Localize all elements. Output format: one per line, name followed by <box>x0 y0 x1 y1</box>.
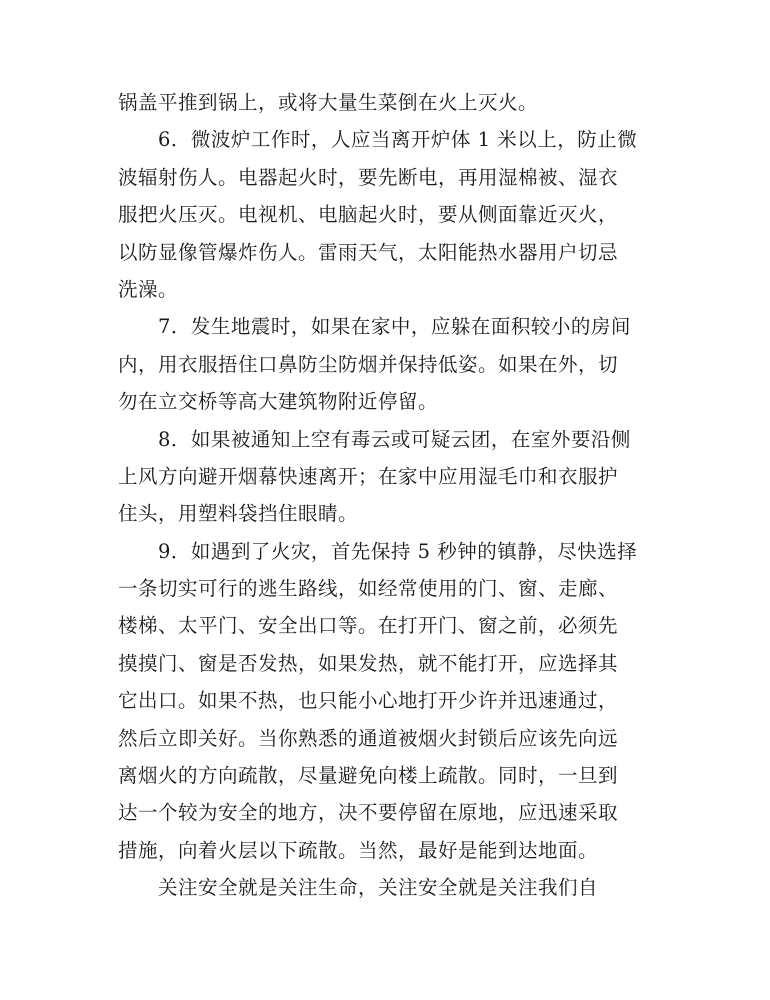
text-line: 关注安全就是关注生命，关注安全就是关注我们自 <box>158 876 599 900</box>
text-line: 锅盖平推到锅上，或将大量生菜倒在火上灭火。 <box>118 91 539 114</box>
text-line: 一条切实可行的逃生路线，如经常使用的门、窗、走廊、 <box>118 577 619 601</box>
text-line: 洗澡。 <box>118 277 179 301</box>
document-body <box>118 84 658 907</box>
text-line: 波辐射伤人。电器起火时，要先断电，再用湿棉被、湿衣 <box>118 165 619 189</box>
text-line: 摸摸门、窗是否发热，如果发热，就不能打开，应选择其 <box>118 651 619 675</box>
text-line: 勿在立交桥等高大建筑物附近停留。 <box>118 390 439 414</box>
text-line: 9．如遇到了火灾，首先保持 5 秒钟的镇静，尽快选择 <box>158 539 638 563</box>
text-line: 然后立即关好。当你熟悉的通道被烟火封锁后应该先向远 <box>118 726 619 750</box>
text-line: 达一个较为安全的地方，决不要停留在原地，应迅速采取 <box>118 801 619 825</box>
text-line: 住头，用塑料袋挡住眼睛。 <box>118 502 359 526</box>
text-line: 以防显像管爆炸伤人。雷雨天气，太阳能热水器用户切忌 <box>118 240 619 264</box>
text-line: 它出口。如果不热，也只能小心地打开少许并迅速通过， <box>118 689 619 713</box>
text-line: 楼梯、太平门、安全出口等。在打开门、窗之前，必须先 <box>118 614 619 638</box>
text-line: 措施，向着火层以下疏散。当然，最好是能到达地面。 <box>118 838 599 862</box>
text-line: 服把火压灭。电视机、电脑起火时，要从侧面靠近灭火， <box>118 203 619 227</box>
text-line: 6．微波炉工作时，人应当离开炉体 1 米以上，防止微 <box>158 128 638 152</box>
text-line: 7．发生地震时，如果在家中，应躲在面积较小的房间 <box>158 315 631 339</box>
text-line: 离烟火的方向疏散，尽量避免向楼上疏散。同时，一旦到 <box>118 764 619 788</box>
text-line: 上风方向避开烟幕快速离开；在家中应用湿毛巾和衣服护 <box>118 464 619 488</box>
text-line: 内，用衣服捂住口鼻防尘防烟并保持低姿。如果在外，切 <box>118 352 619 376</box>
text-line: 8．如果被通知上空有毒云或可疑云团，在室外要沿侧 <box>158 427 631 451</box>
